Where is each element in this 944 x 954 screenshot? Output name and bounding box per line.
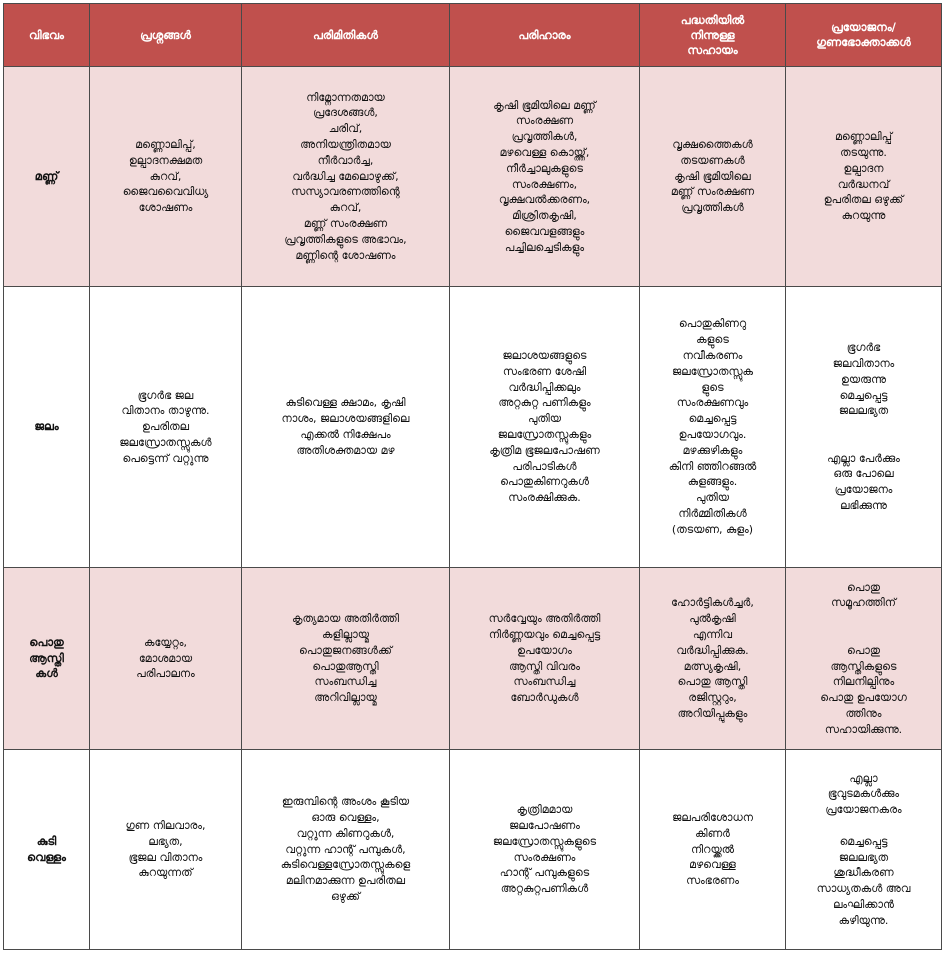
cell-support: വൃക്ഷത്തൈകൾ തടയണകൾ കൃഷി ഭൂമിയിലെ മണ്ണ് സംരക്ഷണ പ്രവൃത്തികൾ [640,67,786,287]
cell-problems: ഭൂഗർഭ ജല വിതാനം താഴുന്നു. ഉപരിതല ജലസ്രോതസ്സുകൾ പെട്ടെന്ന് വറ്റുന്നു [90,287,242,568]
cell-support: ജലപരിശോധന കിണർ നിറയ്ക്കൽ മഴവെള്ള സംഭരണം [640,750,786,950]
cell-solution: കൃഷി ഭൂമിയിലെ മണ്ണ് സംരക്ഷണ പ്രവൃത്തികൾ, മഴവെള്ള കൊയ്ത്ത്, നീർച്ചാലുകളുടെ സംരക്ഷണം, വൃക്ഷവൽക്കരണം, മിശ്രിതകൃഷി, ജൈവവളങ്ങളും പച്ചിലച്ചെടികളും [450,67,640,287]
cell-benefit: പൊതു സമൂഹത്തിന് പൊതു ആസ്തികളുടെ നിലനില്പിനും പൊതു ഉപയോഗ ത്തിനും സഹായിക്കുന്നു. [786,568,942,750]
resource-plan-table [3,3,942,950]
cell-benefit: ഭൂഗർഭ ജലവിതാനം ഉയരുന്നു മെച്ചപ്പെട്ട ജലലഭ്യത എല്ലാ പേർക്കും ഒരു പോലെ പ്രയോജനം ലഭിക്കുന്നു [786,287,942,568]
cell-limitations: കൃത്യമായ അതിർത്തി കളില്ലായ്മ പൊതുജനങ്ങൾക്ക് പൊതുആസ്തി സംബന്ധിച്ച അറിവില്ലായ്മ [242,568,450,750]
header-resource: വിഭവം [4,4,90,67]
cell-resource: ജലം [4,287,90,568]
header-limitations: പരിമിതികൾ [242,4,450,67]
cell-solution: സർവ്വേയും അതിർത്തി നിർണ്ണയവും മെച്ചപ്പെട്ട ഉപയോഗം ആസ്തി വിവരം സംബന്ധിച്ച ബോർഡുകൾ [450,568,640,750]
cell-problems: ഗുണ നിലവാരം, ലഭ്യത, ഭൂജല വിതാനം കുറയുന്നത് [90,750,242,950]
cell-problems: മണ്ണൊലിപ്പ്, ഉല്പാദനക്ഷമത കുറവ്, ജൈവവൈവിധ്യ ശോഷണം [90,67,242,287]
header-benefit-beneficiaries: പ്രയോജനം/ ഗുണഭോക്താക്കൾ [786,4,942,67]
cell-problems: കയ്യേറ്റം, മോശമായ പരിപാലനം [90,568,242,750]
header-problems: പ്രശ്നങ്ങൾ [90,4,242,67]
cell-support: പൊതുകിണറു കളുടെ നവീകരണം ജലസ്രോതസ്സുക ളുടെ സംരക്ഷണവും മെച്ചപ്പെട്ട ഉപയോഗവും. മഴക്കുഴികളും കിനി ഞ്ഞിറങ്ങൽ കുളങ്ങളും. പുതിയ നിർമ്മിതികൾ (തടയണ, കുളം) [640,287,786,568]
header-solution: പരിഹാരം [450,4,640,67]
cell-limitations: ഇരുമ്പിന്റെ അംശം കൂടിയ ഓരു വെള്ളം, വറ്റുന്ന കിണറുകൾ, വറ്റുന്ന ഹാന്റ് പമ്പുകൾ, കുടിവെള്ളസ്രോതസ്സുകളെ മലിനമാക്കുന്ന ഉപരിതല ഒഴുക്ക് [242,750,450,950]
header-project-support: പദ്ധതിയിൽ നിന്നുള്ള സഹായം [640,4,786,67]
cell-benefit: എല്ലാ ഭൂവുടമകൾക്കും പ്രയോജനകരം മെച്ചപ്പെട്ട ജലലഭ്യത ശുദ്ധീകരണ സാധ്യതകൾ അവ ലംഘിക്കാൻ കഴിയുന്നു. [786,750,942,950]
table-row-drinking-water [4,750,942,950]
cell-limitations: നിമ്നോന്നതമായ പ്രദേശങ്ങൾ, ചരിവ്, അനിയന്ത്രിതമായ നീർവാർച്ച, വർദ്ധിച്ച മേലൊഴുക്ക്, സസ്യാവരണത്തിന്റെ കുറവ്, മണ്ണ് സംരക്ഷണ പ്രവൃത്തികളുടെ അഭാവം, മണ്ണിന്റെ ശോഷണം [242,67,450,287]
cell-resource: കുടി വെള്ളം [4,750,90,950]
table-row-soil [4,67,942,287]
cell-resource: പൊതു ആസ്തി കൾ [4,568,90,750]
table-row-water [4,287,942,568]
table-row-public-assets [4,568,942,750]
cell-resource: മണ്ണ് [4,67,90,287]
table-body [4,67,942,950]
cell-solution: കൃത്രിമമായ ജലപോഷണം ജലസ്രോതസ്സുകളുടെ സംരക്ഷണം ഹാന്റ് പമ്പുകളുടെ അറ്റകുറ്റപണികൾ [450,750,640,950]
cell-benefit: മണ്ണൊലിപ്പ് തടയുന്നു. ഉല്പാദന വർദ്ധനവ് ഉപരിതല ഒഴുക്ക് കുറയുന്നു [786,67,942,287]
cell-limitations: കുടിവെള്ള ക്ഷാമം, കൃഷി നാശം, ജലാശയങ്ങളിലെ എക്കൽ നിക്ഷേപം അതിശക്തമായ മഴ [242,287,450,568]
header-row [4,4,942,67]
table-header [4,4,942,67]
cell-solution: ജലാശയങ്ങളുടെ സംഭരണ ശേഷി വർദ്ധിപ്പിക്കലും അറ്റകുറ്റ പണികളും പുതിയ ജലസ്രോതസ്സുകളും കൃത്രിമ ഭൂജലപോഷണ പരിപാടികൾ പൊതുകിണറുകൾ സംരക്ഷിക്കുക. [450,287,640,568]
cell-support: ഹോർട്ടികൾച്ചർ, പുൽകൃഷി എന്നിവ വർദ്ധിപ്പിക്കുക. മത്സ്യകൃഷി, പൊതു ആസ്തി രജിസ്റ്ററും, അറിയിപ്പുകളും [640,568,786,750]
